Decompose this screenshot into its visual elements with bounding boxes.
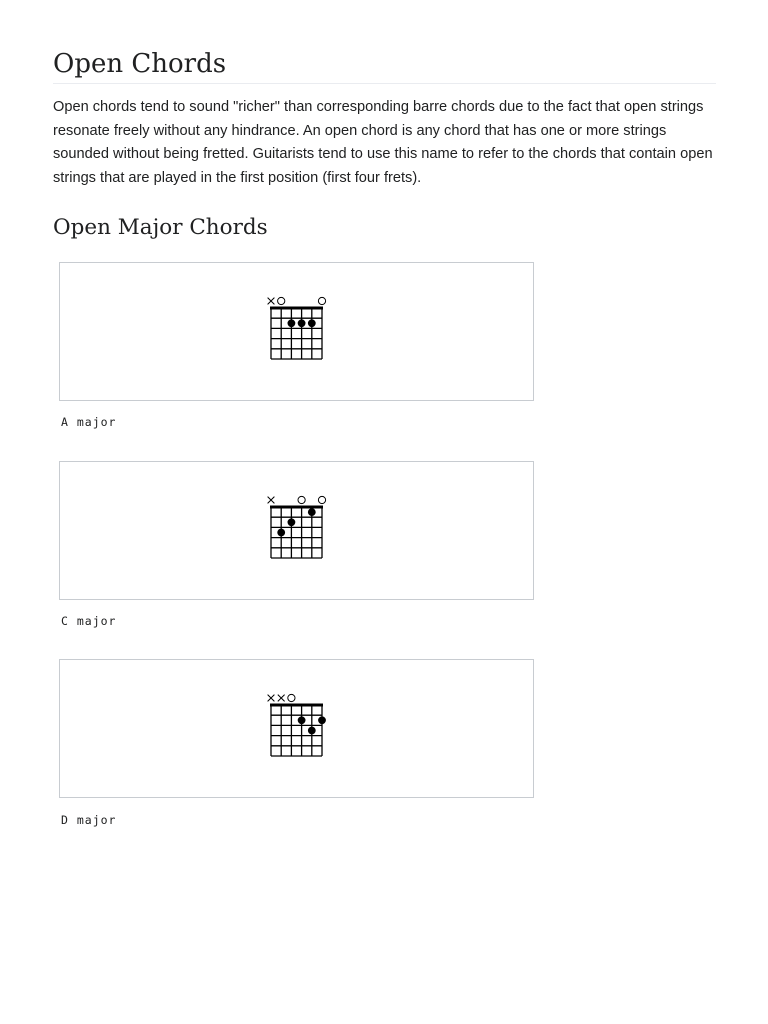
- title-divider: [53, 83, 716, 84]
- chord-figure-c-major[interactable]: [59, 461, 534, 600]
- chord-diagram-a-major: [60, 263, 533, 400]
- finger-dot: [318, 716, 326, 724]
- open-string-marker: [318, 297, 325, 304]
- open-string-marker: [298, 496, 305, 503]
- chord-figure-d-major[interactable]: [59, 659, 534, 798]
- section-title: Open Major Chords: [53, 215, 268, 240]
- page-title: Open Chords: [53, 49, 227, 79]
- finger-dot: [298, 319, 306, 327]
- finger-dot: [288, 319, 296, 327]
- chord-diagram-d-major: [60, 660, 533, 797]
- chord-caption-d-major: D major: [61, 813, 117, 827]
- chord-figure-a-major[interactable]: [59, 262, 534, 401]
- open-string-marker: [278, 297, 285, 304]
- open-string-marker: [288, 694, 295, 701]
- finger-dot: [277, 529, 285, 537]
- finger-dot: [288, 518, 296, 526]
- finger-dot: [308, 319, 316, 327]
- finger-dot: [308, 508, 316, 516]
- chord-caption-c-major: C major: [61, 614, 117, 628]
- chord-caption-a-major: A major: [61, 415, 117, 429]
- open-string-marker: [318, 496, 325, 503]
- intro-paragraph: Open chords tend to sound "richer" than corresponding barre chords due to the fact that open strings resonate freely without any hindrance. An open chord is any chord that has one or more strings sounded without being fretted. Guitarists tend to use this name to refer to the chords that contain open strings that are played in the first position (first four frets).: [53, 99, 713, 186]
- finger-dot: [308, 727, 316, 735]
- chord-diagram-c-major: [60, 462, 533, 599]
- finger-dot: [298, 716, 306, 724]
